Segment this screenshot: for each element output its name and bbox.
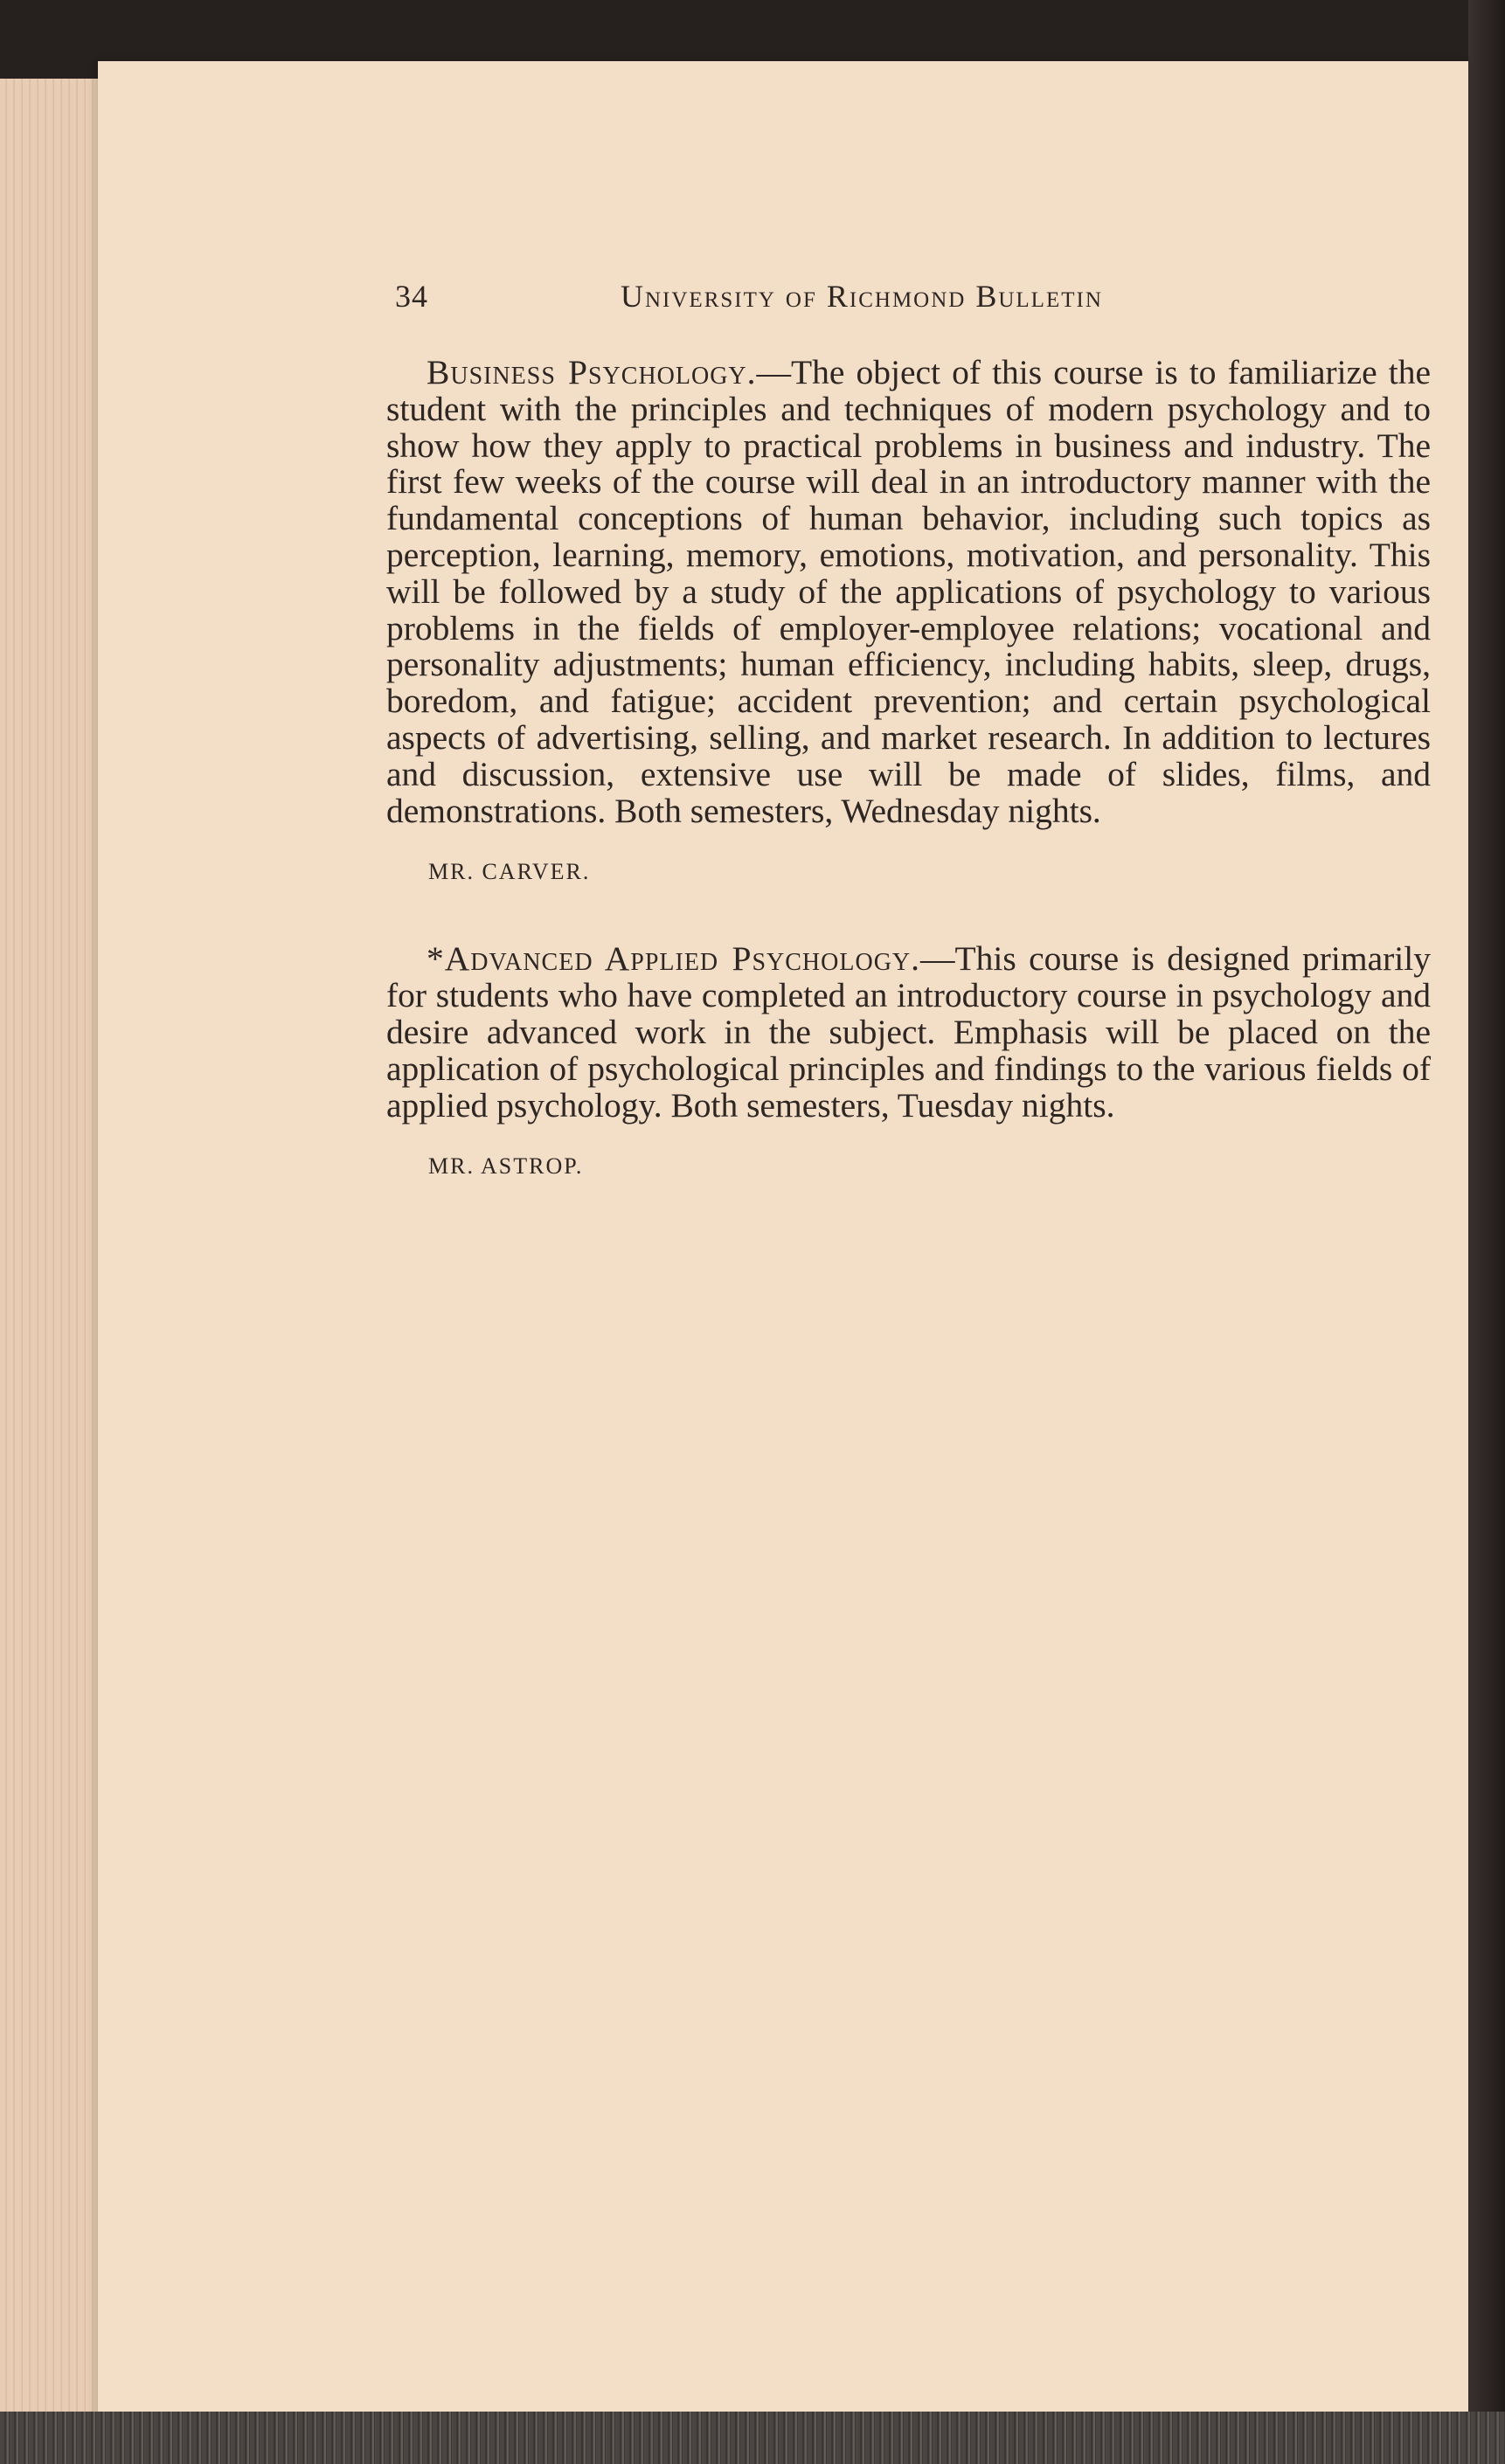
page-number: 34 xyxy=(395,279,428,314)
course-description xyxy=(386,941,1431,1124)
course-instructor: MR. CARVER. xyxy=(428,859,591,885)
course-entry-advanced-applied-psychology xyxy=(386,941,1431,1180)
course-description xyxy=(386,355,1431,829)
course-body: —The object of this course is to familiarize the student with the principles and techniques of modern psychology and to show how they apply to practical problems in business and industry. The first few weeks of the course will deal in an introductory manner with the fundamental conceptions of human behavior, including such topics as perception, learning, memory, emotions, motivation, and personality. This will be followed by a study of the applications of psychology to various problems in the fields of employer-employee relations; vocational and personality adjustments; human efficiency, including habits, sleep, drugs, boredom, and fatigue; accident prevention; and certain psychological aspects of advertising, selling, and market research. In addition to lectures and discussion, extensive use will be made of slides, films, and demonstrations. Both semesters, Wednesday nights. xyxy=(386,353,1431,830)
course-body: —This course is designed primarily for students who have completed an introductory course in psychology and desire advanced work in the subject. Emphasis will be placed on the application of psychological principles and findings to the various fields of applied psychology. Both semesters, Tuesday nights. xyxy=(386,939,1432,1125)
running-head xyxy=(386,278,1431,330)
course-heading: *Advanced Applied Psychology. xyxy=(427,939,921,979)
course-entry-business-psychology xyxy=(386,355,1431,885)
page-content xyxy=(386,278,1431,1180)
cover-edge xyxy=(1468,0,1505,2464)
course-heading: Business Psychology. xyxy=(427,353,757,391)
running-title: University of Richmond Bulletin xyxy=(621,279,1103,314)
book-binding xyxy=(0,2412,1505,2464)
course-instructor: MR. ASTROP. xyxy=(428,1153,584,1180)
stacked-page-edges xyxy=(0,79,114,2429)
